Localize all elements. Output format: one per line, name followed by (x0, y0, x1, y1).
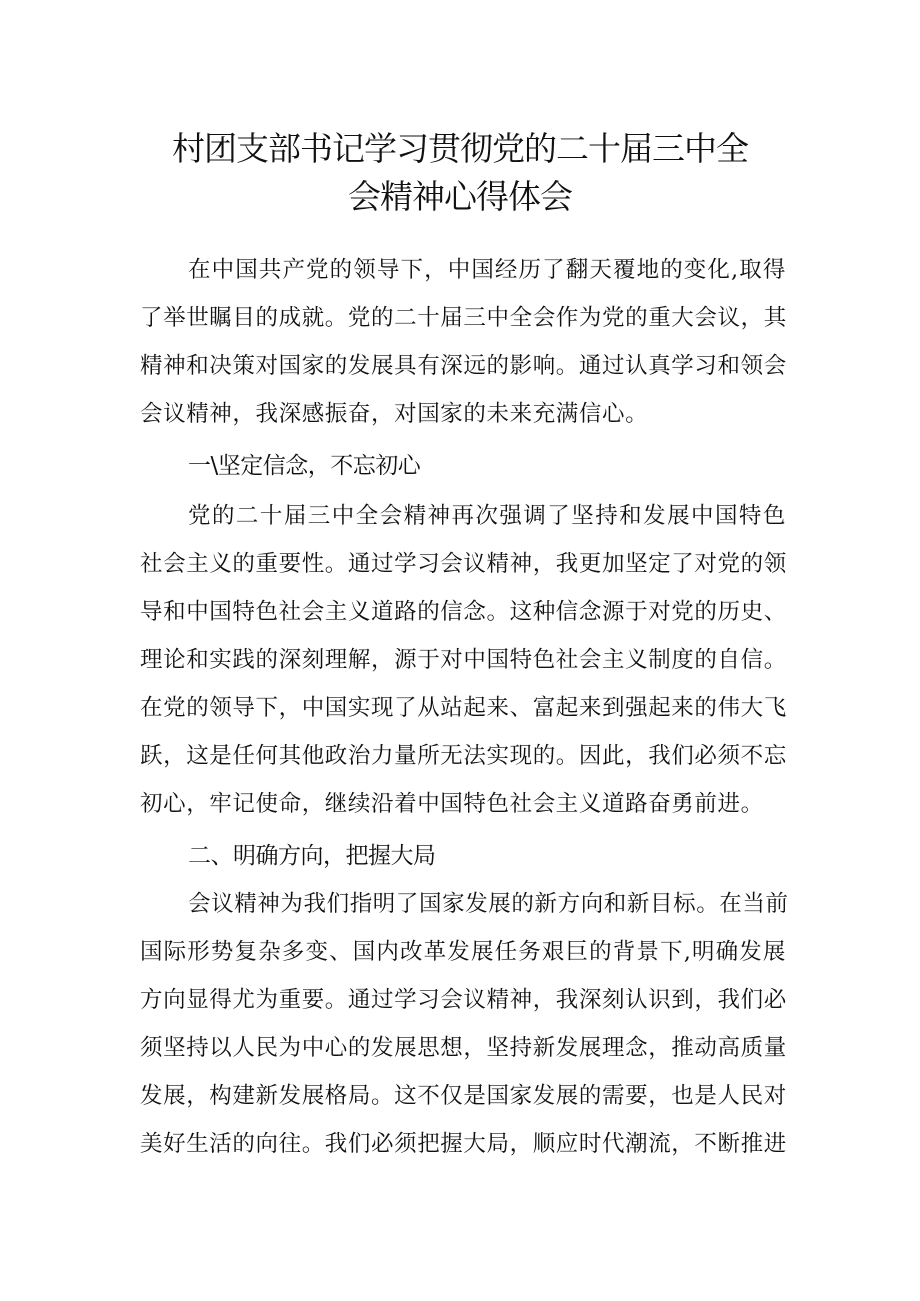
paragraph-line: 跃，这是任何其他政治力量所无法实现的。因此，我们必须不忘 (140, 743, 787, 769)
paragraph-line: 理论和实践的深刻理解，源于对中国特色社会主义制度的自信。 (140, 647, 787, 673)
paragraph-line: 精神和决策对国家的发展具有深远的影响。通过认真学习和领会 (140, 353, 787, 379)
paragraph-line: 方向显得尤为重要。通过学习会议精神，我深刻认识到，我们必 (140, 987, 787, 1013)
paragraph-line: 国际形势复杂多变、国内改革发展任务艰巨的背景下,明确发展 (140, 939, 786, 965)
paragraph-line: 党的二十届三中全会精神再次强调了坚持和发展中国特色 (188, 503, 786, 529)
document-title-line-2: 会精神心得体会 (348, 177, 572, 216)
document-title-line-1: 村团支部书记学习贯彻党的二十届三中全 (172, 129, 748, 168)
paragraph-line: 在中国共产党的领导下，中国经历了翻天覆地的变化,取得 (188, 257, 786, 283)
section-heading-2: 二、明确方向，把握大局 (188, 843, 436, 869)
paragraph-line: 会议精神为我们指明了国家发展的新方向和新目标。在当前 (188, 891, 789, 917)
paragraph-line: 发展，构建新发展格局。这不仅是国家发展的需要，也是人民对 (140, 1083, 787, 1109)
paragraph-line: 美好生活的向往。我们必须把握大局，顺应时代潮流，不断推进 (140, 1131, 787, 1157)
section-heading-1: 一\坚定信念，不忘初心 (188, 453, 421, 479)
paragraph-line: 须坚持以人民为中心的发展思想，坚持新发展理念，推动高质量 (140, 1035, 787, 1061)
paragraph-line: 初心，牢记使命，继续沿着中国特色社会主义道路奋勇前进。 (140, 791, 764, 817)
paragraph-line: 了举世瞩目的成就。党的二十届三中全会作为党的重大会议，其 (140, 305, 787, 331)
paragraph-line: 会议精神，我深感振奋，对国家的未来充满信心。 (140, 401, 649, 427)
paragraph-line: 在党的领导下，中国实现了从站起来、富起来到强起来的伟大飞 (140, 695, 787, 721)
paragraph-line: 导和中国特色社会主义道路的信念。这种信念源于对党的历史、 (140, 599, 787, 625)
paragraph-line: 社会主义的重要性。通过学习会议精神，我更加坚定了对党的领 (140, 551, 787, 577)
